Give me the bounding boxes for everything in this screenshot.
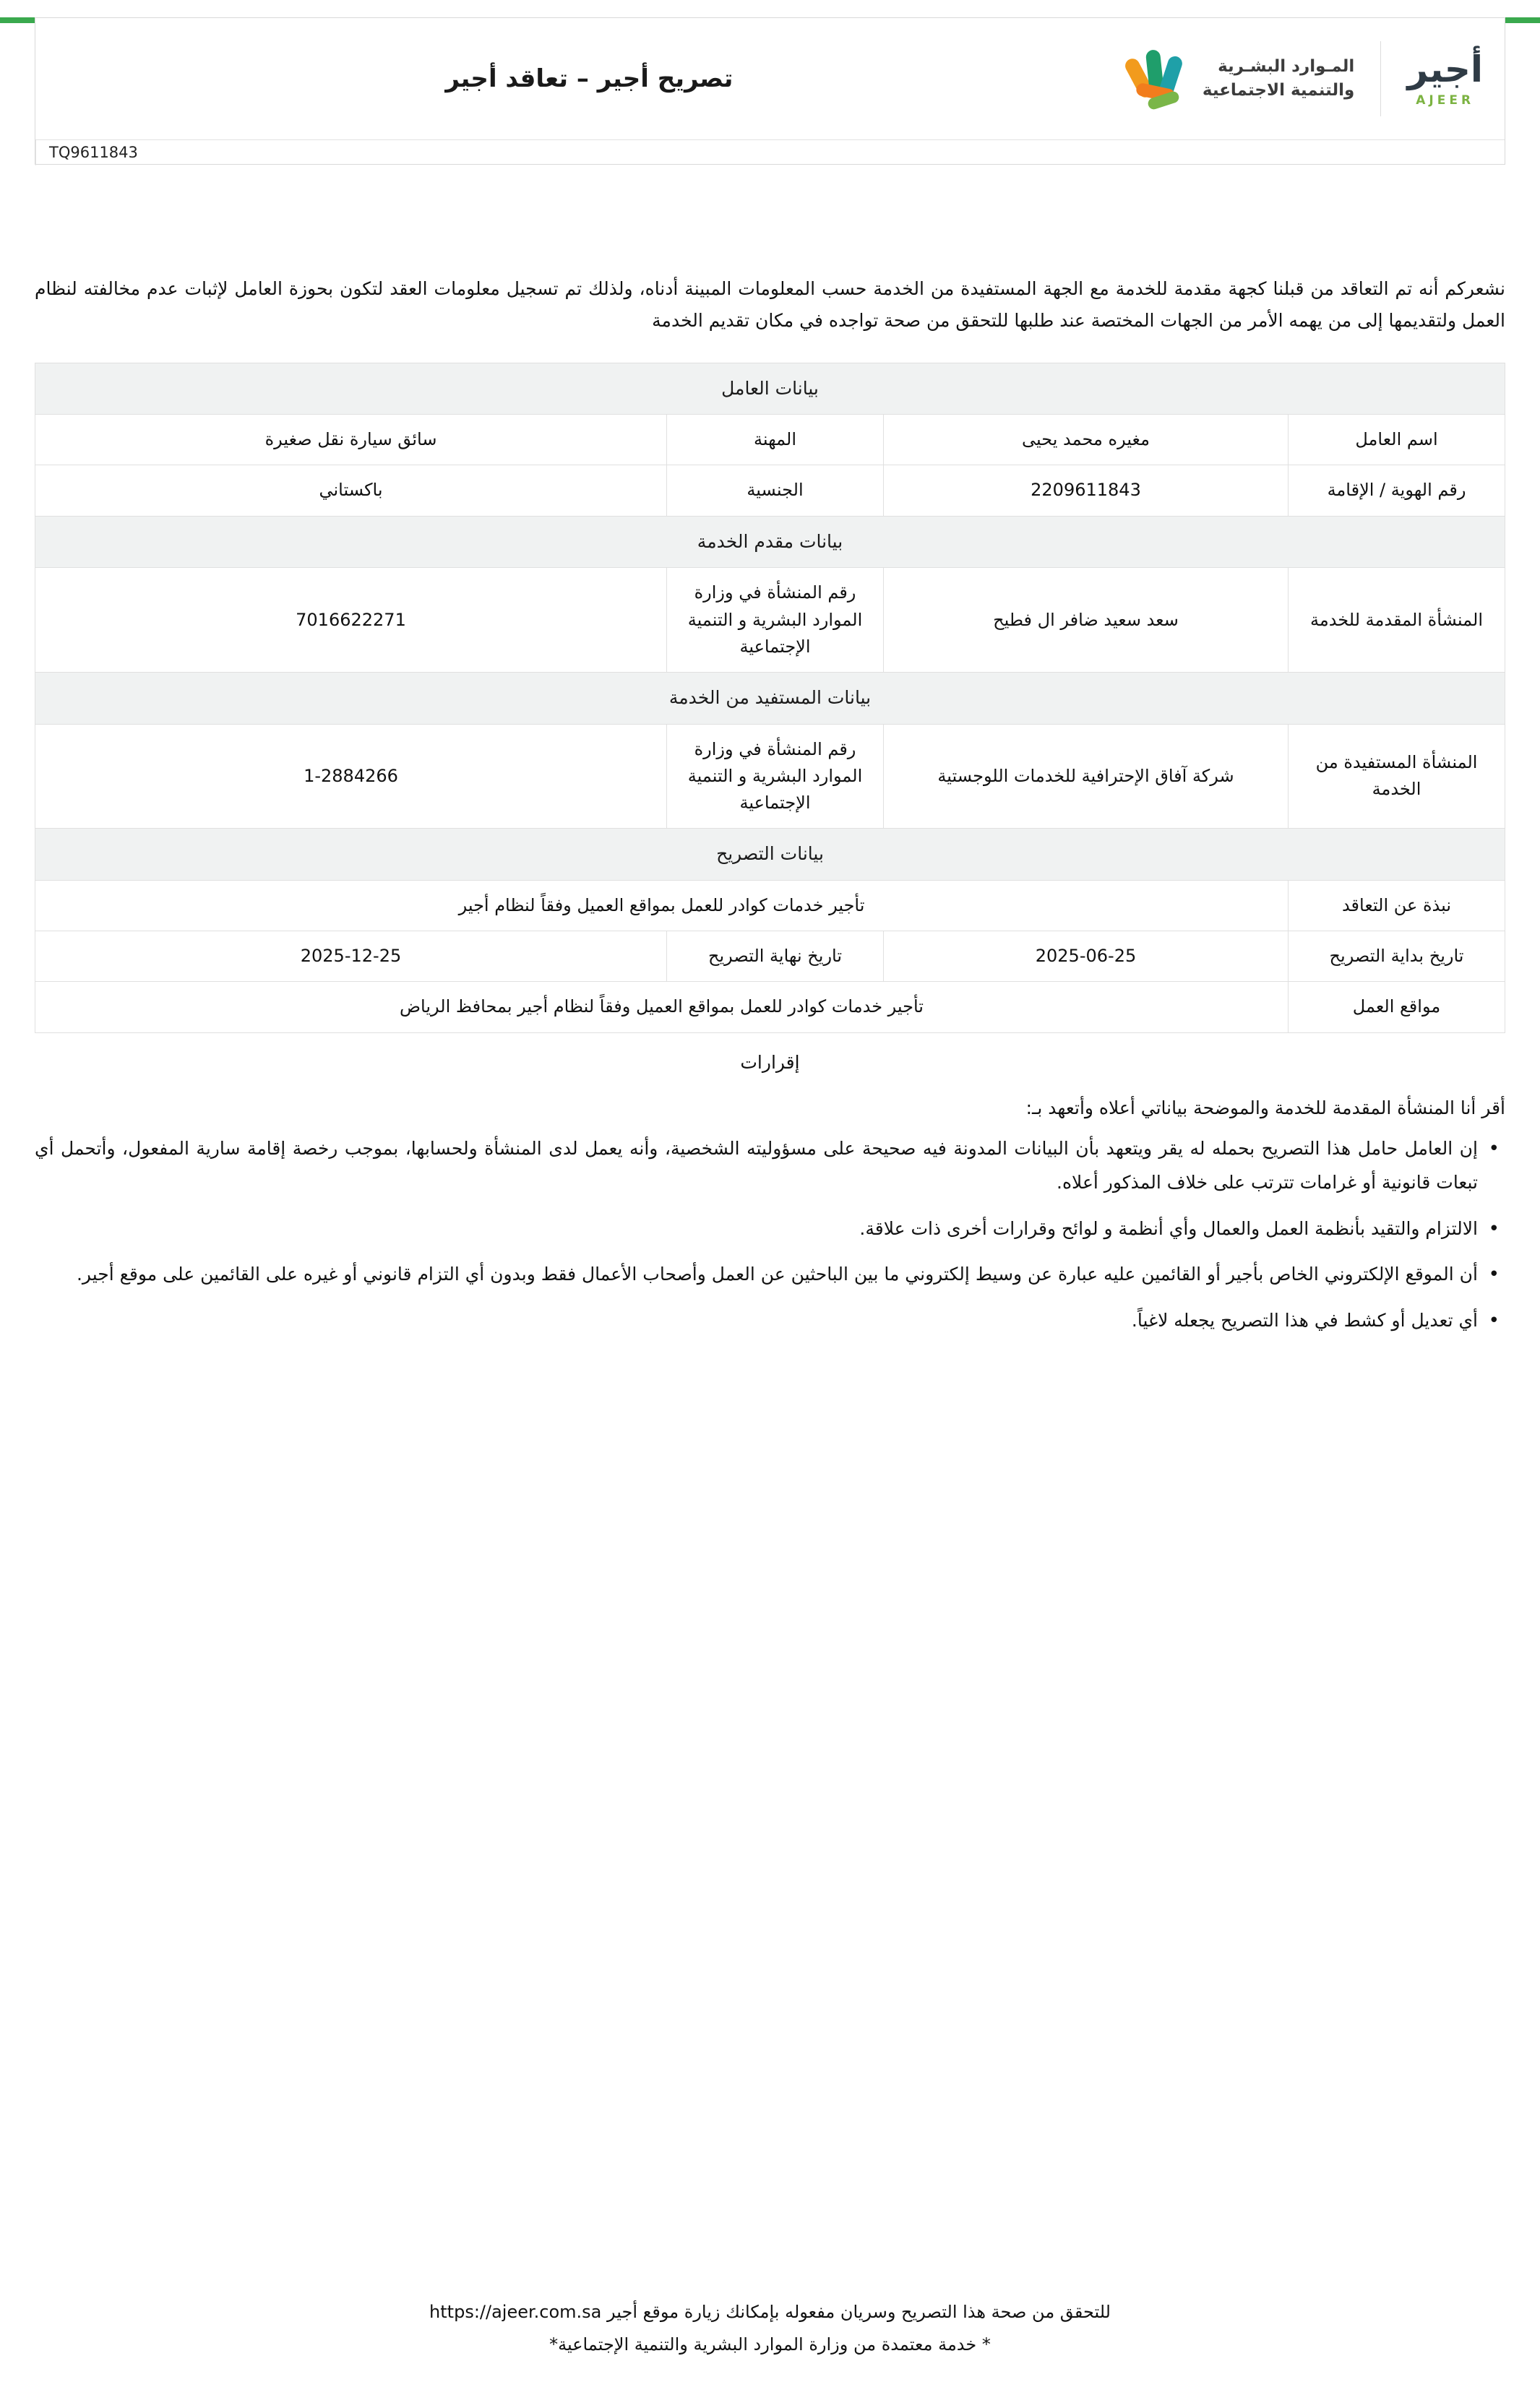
beneficiary-entity-label: المنشأة المستفيدة من الخدمة <box>1289 724 1505 829</box>
table-section-row <box>35 672 1505 724</box>
table-row <box>35 568 1505 673</box>
table-row <box>35 982 1505 1032</box>
worker-job-value: سائق سيارة نقل صغيرة <box>35 415 667 465</box>
section-header-permit: بيانات التصريح <box>35 829 1505 881</box>
provider-entity-label: المنشأة المقدمة للخدمة <box>1289 568 1505 673</box>
provider-entity-value: سعد سعيد ضافر ال فطيح <box>884 568 1289 673</box>
permit-details-table <box>35 363 1505 1033</box>
ministry-brand <box>1122 46 1354 112</box>
header-divider <box>1380 41 1381 116</box>
document-page <box>0 17 1540 2408</box>
declarations-intro: أقر أنا المنشأة المقدمة للخدمة والموضحة بياناتي أعلاه وأتعهد بـ: <box>1025 1097 1505 1118</box>
worker-nationality-label: الجنسية <box>667 465 884 516</box>
worker-nationality-value: باكستاني <box>35 465 667 516</box>
permit-start-label: تاريخ بداية التصريح <box>1289 931 1505 982</box>
table-section-row <box>35 363 1505 415</box>
table-row <box>35 415 1505 465</box>
worker-id-label: رقم الهوية / الإقامة <box>1289 465 1505 516</box>
footer-approval-note: * خدمة معتمدة من وزارة الموارد البشرية والتنمية الإجتماعية* <box>549 2334 991 2355</box>
list-item: • الالتزام والتقيد بأنظمة العمل والعمال وأي أنظمة و لوائح وقرارات أخرى ذات علاقة. <box>35 1212 1481 1246</box>
footer-verification-line <box>0 2296 1540 2328</box>
worker-job-label: المهنة <box>667 415 884 465</box>
table-section-row <box>35 516 1505 568</box>
ministry-name-line2: والتنمية الاجتماعية <box>1202 81 1355 100</box>
ministry-name <box>1203 55 1354 103</box>
table-section-row <box>35 829 1505 881</box>
intro-paragraph: نشعركم أنه تم التعاقد من قبلنا كجهة مقدمة للخدمة مع الجهة المستفيدة من الخدمة حسب المعلومات المبينة أدناه، ولذلك تم تسجيل معلومات العقد لتكون بحوزة العامل لإثبات عدم مخالفته لنظام العمل ولتقديمها إلى من يهمه الأمر من الجهات المختصة عند طلبها للتحقق من صحة تواجده في مكان تقديم الخدمة <box>35 278 1505 331</box>
worker-name-value: مغيره محمد يحيى <box>884 415 1289 465</box>
contract-brief-label: نبذة عن التعاقد <box>1289 881 1505 931</box>
worker-id-value: 2209611843 <box>884 465 1289 516</box>
document-footer <box>0 2296 1540 2360</box>
list-item: • إن العامل حامل هذا التصريح بحمله له يقر ويتعهد بأن البيانات المدونة فيه صحيحة على مسؤوليته الشخصية، وأنه يعمل لدى المنشأة ولحسابها، بموجب رخصة إقامة سارية المفعول، وأتحمل أي تبعات قانونية أو غرامات تترتب على خلاف المذكور أعلاه. <box>35 1131 1481 1200</box>
document-header <box>35 17 1505 165</box>
table-row <box>35 881 1505 931</box>
declarations-list <box>35 1131 1505 1338</box>
ajeer-logo <box>1407 48 1483 108</box>
permit-start-value: 2025-06-25 <box>884 931 1289 982</box>
header-reference-bar <box>35 139 1505 165</box>
provider-number-label: رقم المنشأة في وزارة الموارد البشرية و التنمية الإجتماعية <box>667 568 884 673</box>
work-locations-label: مواقع العمل <box>1289 982 1505 1032</box>
beneficiary-number-value: 1-2884266 <box>35 724 667 829</box>
permit-end-value: 2025-12-25 <box>35 931 667 982</box>
beneficiary-number-label: رقم المنشأة في وزارة الموارد البشرية و التنمية الإجتماعية <box>667 724 884 829</box>
declarations-heading: إقرارات <box>740 1051 800 1073</box>
contract-brief-value: تأجير خدمات كوادر للعمل بمواقع العميل وفقاً لنظام أجير <box>35 881 1289 931</box>
section-header-beneficiary: بيانات المستفيد من الخدمة <box>35 672 1505 724</box>
section-header-provider: بيانات مقدم الخدمة <box>35 516 1505 568</box>
footer-verification-text: للتحقق من صحة هذا التصريح وسريان مفعوله بإمكانك زيارة موقع أجير <box>607 2302 1111 2323</box>
brand-block <box>1122 41 1483 116</box>
worker-name-label: اسم العامل <box>1289 415 1505 465</box>
header-main-row <box>35 18 1505 139</box>
provider-number-value: 7016622271 <box>35 568 667 673</box>
ajeer-logo-arabic: أجير <box>1407 48 1483 90</box>
list-item: • أي تعديل أو كشط في هذا التصريح يجعله لاغياً. <box>35 1303 1481 1338</box>
ajeer-logo-latin: AJEER <box>1416 92 1475 108</box>
beneficiary-entity-value: شركة آفاق الإحترافية للخدمات اللوجستية <box>884 724 1289 829</box>
table-row <box>35 931 1505 982</box>
ministry-name-line1: المـوارد البشـرية <box>1218 56 1355 76</box>
table-row <box>35 724 1505 829</box>
permit-reference-number: TQ9611843 <box>35 140 151 165</box>
ajeer-website-url[interactable]: https://ajeer.com.sa <box>429 2302 602 2323</box>
permit-end-label: تاريخ نهاية التصريح <box>667 931 884 982</box>
work-locations-value: تأجير خدمات كوادر للعمل بمواقع العميل وفقاً لنظام أجير بمحافظ الرياض <box>35 982 1289 1032</box>
table-row <box>35 465 1505 516</box>
section-header-worker: بيانات العامل <box>35 363 1505 415</box>
ministry-logo-icon <box>1122 46 1191 112</box>
page-title: تصريح أجير – تعاقد أجير <box>445 64 734 93</box>
list-item: • أن الموقع الإلكتروني الخاص بأجير أو القائمين عليه عبارة عن وسيط إلكتروني ما بين الباحثين عن العمل وأصحاب الأعمال فقط وبدون أي التزام قانوني أو غيره على القائمين على موقع أجير. <box>35 1257 1481 1292</box>
